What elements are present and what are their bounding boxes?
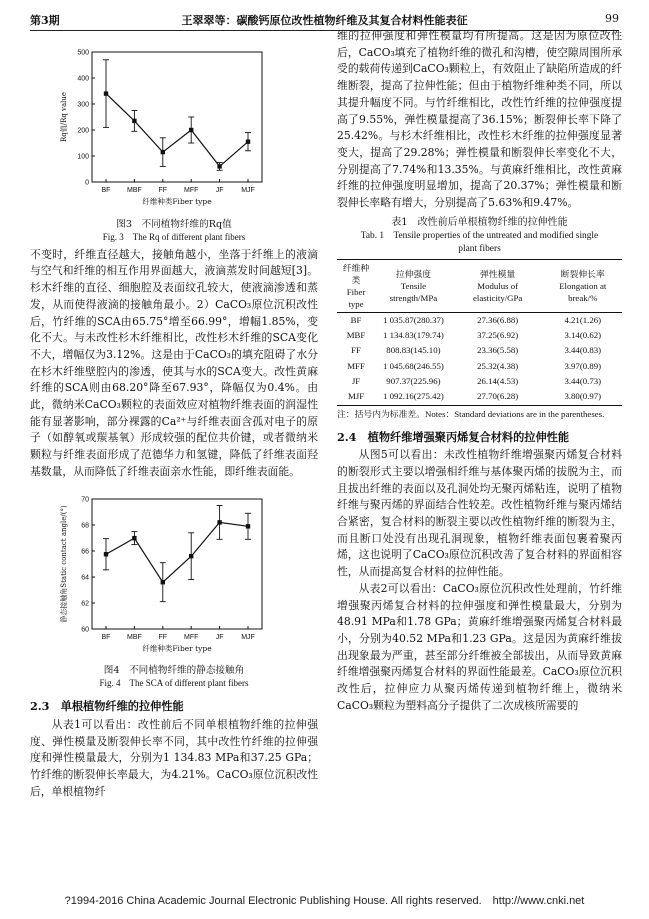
table-cell: 25.32(4.38) <box>477 360 519 371</box>
right-para-3: 从表2可以看出：CaCO₃原位沉积改性处理前，竹纤维增强聚丙烯复合材料的拉伸强度和弹性模量最大，分别为48.91 MPa和1.78 GPa；黄麻纤维增强聚丙烯复合材料最小，分别为40.52 MPa和1.23 GPa。这是因为黄麻纤维拔出现象最为严重，甚至部分纤维被全部拔出，从而导致黄麻纤维增强聚丙烯复合材料的界面性能最差。CaCO₃原位沉积改性后，拉伸应力从聚丙烯传递到植物纤维上，微纳米CaCO₃颗粒为塑料高分子提供了二次成核所需要的 <box>337 581 622 712</box>
y-tick-label: 200 <box>77 127 89 135</box>
table-cell: 1 035.87(280.37) <box>383 314 444 325</box>
x-tick-label: MBF <box>127 633 142 641</box>
table1-header-3 <box>544 259 622 312</box>
x-tick-label: MFF <box>184 187 199 194</box>
table-cell: BF <box>350 314 362 325</box>
x-tick-label: JF <box>215 633 224 641</box>
table-cell: 3.44(0.83) <box>564 345 602 356</box>
x-axis-label: 纤维种类Fiber type <box>142 643 212 653</box>
data-point <box>132 119 136 123</box>
y-tick-label: 62 <box>81 600 89 608</box>
table-row <box>337 328 622 343</box>
x-tick-label: MBF <box>127 187 142 194</box>
fig4-caption-cn: 图4 不同植物纤维的静态接触角 <box>103 665 245 677</box>
table-cell: 808.83(145.10) <box>386 345 441 356</box>
table-cell: 907.37(225.96) <box>386 375 441 386</box>
data-point <box>217 164 221 168</box>
y-tick-label: 68 <box>81 522 89 530</box>
fig3-chart <box>30 40 318 210</box>
x-tick-label: BF <box>101 187 111 194</box>
section-2-3-title: 2.3 单根植物纤维的拉伸性能 <box>30 699 184 714</box>
x-tick-label: MJF <box>241 187 255 194</box>
table1-title-en: Tab. 1 Tensile properties of the untreated and modified single plant fibers <box>360 230 599 254</box>
table-cell: MBF <box>346 330 366 341</box>
y-tick-label: 64 <box>81 574 89 582</box>
table1-header-en: Elongation at break/% <box>559 280 607 303</box>
figure-3 <box>30 40 318 244</box>
section-2-4-title: 2.4 植物纤维增强聚丙烯复合材料的拉伸性能 <box>337 429 570 444</box>
x-tick-label: BF <box>101 633 111 641</box>
table-cell: 37.25(6.92) <box>477 330 519 341</box>
y-axis-label: Rq值/Rq value <box>60 91 68 143</box>
y-tick-label: 70 <box>81 496 89 504</box>
table-cell: 1 134.83(179.74) <box>383 330 444 341</box>
table1-header-cn: 纤维种类 <box>342 262 370 285</box>
table1-header-en: Tensile strength/MPa <box>389 280 438 303</box>
series-line <box>106 94 248 167</box>
table-cell: MJF <box>337 389 375 405</box>
issue-number: 第3期 <box>30 14 60 27</box>
y-tick-label: 400 <box>77 75 89 83</box>
y-tick-label: 300 <box>77 101 89 109</box>
table-cell: 3.80(0.97) <box>544 389 622 405</box>
page-number: 99 <box>605 12 619 25</box>
data-point <box>217 520 221 524</box>
figure-4 <box>30 487 318 691</box>
y-tick-label: 500 <box>77 49 89 57</box>
data-point <box>161 150 165 154</box>
table-cell: JF <box>351 375 361 386</box>
data-point <box>246 140 250 144</box>
y-tick-label: 66 <box>81 548 89 556</box>
x-tick-label: JF <box>215 187 224 194</box>
table-cell: 27.36(6.88) <box>477 314 519 325</box>
x-axis-label: 纤维种类Fiber type <box>142 197 212 206</box>
x-tick-label: FF <box>158 187 168 194</box>
left-column <box>30 40 318 800</box>
y-tick-label: 60 <box>81 626 89 634</box>
data-point <box>104 552 108 556</box>
x-tick-label: MJF <box>241 633 255 641</box>
table1-title-cn: 表1 改性前后单根植物纤维的拉伸性能 <box>391 216 568 228</box>
right-column <box>337 28 622 714</box>
table-cell: 3.14(0.62) <box>564 330 602 341</box>
table-cell: FF <box>351 345 361 356</box>
table-cell: 3.44(0.73) <box>564 375 602 386</box>
table1-header-cn: 弹性模量 <box>480 268 516 279</box>
table1-header-en: Fiber type <box>346 286 366 309</box>
plot-frame <box>92 499 262 629</box>
table-cell: 27.70(6.28) <box>452 389 544 405</box>
table-row <box>337 312 622 328</box>
table1-header-1 <box>375 259 452 312</box>
table1-header-2 <box>452 259 544 312</box>
running-title: 王翠翠等：碳酸钙原位改性植物纤维及其复合材料性能表征 <box>181 14 468 27</box>
plot-frame <box>92 52 262 182</box>
data-point <box>104 91 108 95</box>
data-point <box>246 524 250 528</box>
fig4-caption-en: Fig. 4 The SCA of different plant fibers <box>99 678 249 689</box>
table1-header-cn: 拉伸强度 <box>395 268 432 279</box>
right-para-2: 从图5可以看出：未改性植物纤维增强聚丙烯复合材料的断裂形式主要以增强相纤维与基体聚丙烯的拔脱为主，而且拔出纤维的表面以及孔洞处均无聚丙烯粘连，说明了植物纤维与聚丙烯的界面结合性较差。改性植物纤维与聚丙烯结合紧密，复合材料的断裂主要以改性植物纤维的断裂为主，而且断口处没有出现孔洞现象，植物纤维表面包裹着聚丙烯，这也说明了CaCO₃原位沉积改善了复合材料的界面相容性，从而提高复合材料的拉伸性能。 <box>337 448 622 579</box>
table-cell: 1 092.16(275.42) <box>375 389 452 405</box>
copyright-footer: ?1994-2016 China Academic Journal Electronic Publishing House. All rights reserved. http://www.cnki.net <box>64 895 585 907</box>
y-tick-label: 100 <box>77 153 89 161</box>
table1-note: 注：括号内为标准差。Notes：Standard deviations are in the parentheses. <box>337 408 605 419</box>
table-cell: 4.21(1.26) <box>564 314 602 325</box>
table-cell: MFF <box>347 360 365 371</box>
table1-body <box>337 312 622 405</box>
table-row <box>337 389 622 405</box>
fig4-chart <box>30 487 318 657</box>
table-row <box>337 359 622 374</box>
table1-header-row <box>337 259 622 312</box>
table-cell: 23.36(5.58) <box>477 345 519 356</box>
data-point <box>132 535 136 539</box>
series-line <box>106 522 248 582</box>
y-tick-label: 0 <box>85 179 89 187</box>
table-cell: 1 045.68(246.55) <box>383 360 444 371</box>
table-row <box>337 343 622 358</box>
x-tick-label: FF <box>158 633 168 641</box>
data-point <box>189 554 193 558</box>
x-tick-label: MFF <box>184 633 199 641</box>
fig3-caption-cn: 图3 不同植物纤维的Rq值 <box>116 218 232 230</box>
table1-header-en: Modulus of elasticity/GPa <box>472 280 523 303</box>
left-para-2: 从表1可以看出：改性前后不同单根植物纤维的拉伸强度、弹性模量及断裂伸长率不同，其中改性竹纤维的拉伸强度和弹性模量最大，分别为1 134.83 MPa和37.25 GPa；竹纤维的断裂伸长率最大，为4.21%。CaCO₃原位沉积改性后，单根植物纤 <box>30 717 318 798</box>
table-row <box>337 374 622 389</box>
table-cell: 26.14(4.53) <box>477 375 519 386</box>
right-para-1: 维的拉伸强度和弹性模量均有所提高。这是因为原位改性后，CaCO₃填充了植物纤维的微孔和沟槽，使空隙周围所承受的载荷传递到CaCO₃颗粒上，有效阻止了缺陷所造成的纤维断裂，提高了拉伸性能；但由于植物纤维种类不同，所以其提升幅度不同。与竹纤维相比，改性竹纤维的拉伸强度提高了9.55%，弹性模量提高了36.15%；断裂伸长率下降了25.42%。与杉木纤维相比，改性杉木纤维的拉伸强度显著变大，提高了29.28%；弹性模量和断裂伸长率变化不大，分别提高了7.74%和13.35%。与黄麻纤维相比，改性黄麻纤维的拉伸强度明显增加，提高了20.37%；弹性模量和断裂伸长率略有增大，分别提高了5.63%和9.47%。 <box>337 29 622 210</box>
data-point <box>189 128 193 132</box>
left-para-1: 不变时，纤维直径越大，接触角越小，坐落于纤维上的液滴与空气和纤维的相互作用界面越大，液滴蒸发时间越短[3]。杉木纤维的直径、细胞腔及表面纹孔较大，使液滴渗透和蒸发，从而使得液滴的接触角最小。2）CaCO₃原位沉积改性后，竹纤维的SCA由65.75°增至66.99°，增幅1.85%，变化不大。与未改性杉木纤维相比，改性杉木纤维的SCA变化不大，增幅仅为3.12%。这是由于CaCO₃的填充阻碍了水分在杉木纤维壁腔内的渗透，使其与水的SCA变大。改性黄麻纤维的SCA则由68.20°降至67.93°，降幅仅为0.4%。由此，微纳米CaCO₃颗粒的表面效应对植物纤维表面的润湿性能有显著影响，部分裸露的Ca²⁺与纤维表面含孤对电子的原子（如醇氧或羰基氧）形成较强的配位共价键，或者微纳米颗粒与纤维表面形成了范德华力和氢键，降低了纤维表面羟基数量，从而降低了纤维表面亲水性能，即纤维表面能。 <box>30 247 318 478</box>
data-point <box>161 580 165 584</box>
table-1 <box>337 259 622 406</box>
fig3-caption-en: Fig. 3 The Rq of different plant fibers <box>102 231 246 242</box>
table1-header-0 <box>337 259 375 312</box>
table-cell: 3.97(0.89) <box>564 360 602 371</box>
y-axis-label: 静态接触角Static contact angle/(°) <box>60 504 68 623</box>
table1-header-cn: 断裂伸长率 <box>560 268 605 279</box>
